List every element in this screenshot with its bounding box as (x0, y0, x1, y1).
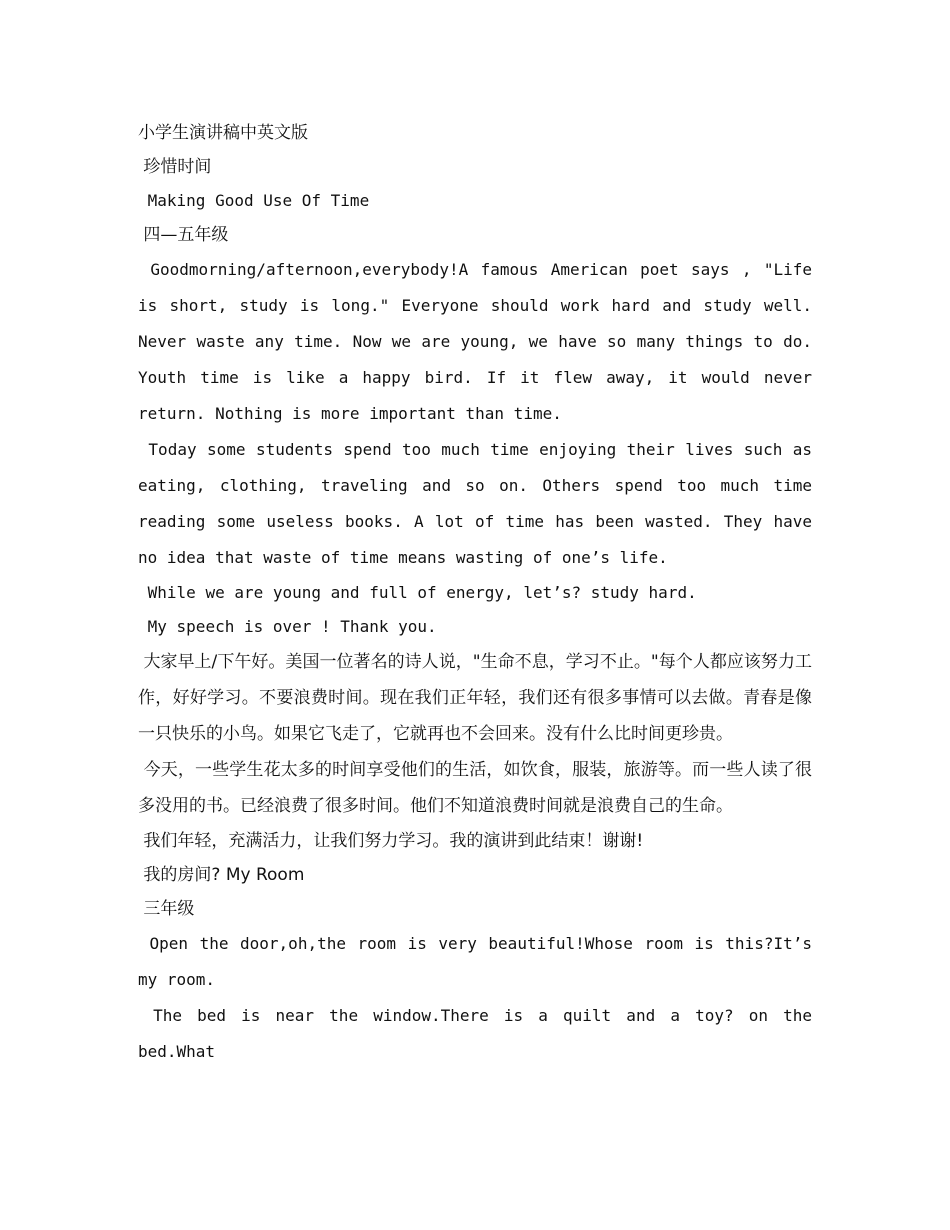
speech1-chinese-paragraph-1: 大家早上/下午好。美国一位著名的诗人说，"生命不息，学习不止。"每个人都应该努力工作，好好学习。不要浪费时间。现在我们正年轻，我们还有很多事情可以去做。青春是像一只快乐的小鸟。如果它飞走了，它就再也不会回来。没有什么比时间更珍贵。 (138, 652, 812, 744)
speech1-english-paragraph-1: Goodmorning/afternoon,everybody!A famous American poet says , "Life is short, study is long." Everyone should work hard and study well. Never waste any time. Now we are young, we have so many things to do. Youth time is like a happy bird. If it flew away, it would never return. Nothing is more important than time. (138, 260, 822, 423)
speech1-english-title: Making Good Use Of Time (138, 191, 370, 210)
document-body (138, 116, 822, 1070)
speech2-grade: 三年级 (138, 899, 195, 919)
speech2-english-paragraph-1: Open the door,oh,the room is very beautiful!Whose room is this?It’s my room. (138, 934, 822, 989)
speech2-title: 我的房间? My Room (138, 865, 305, 885)
speech2-english-paragraph-2: The bed is near the window.There is a quilt and a toy? on the bed.What (138, 1006, 822, 1061)
speech1-english-paragraph-3: While we are young and full of energy, let’s? study hard. (138, 583, 697, 602)
speech1-english-paragraph-4: My speech is over ! Thank you. (138, 617, 437, 636)
document-title: 小学生演讲稿中英文版 (138, 123, 308, 143)
speech1-chinese-title: 珍惜时间 (138, 157, 212, 177)
speech1-grade: 四—五年级 (138, 225, 229, 245)
speech1-english-paragraph-2: Today some students spend too much time enjoying their lives such as eating, clothing, traveling and so on. Others spend too much time reading some useless books. A lot of time has been wasted. They have no idea that waste of time means wasting of one’s life. (138, 440, 822, 567)
speech1-chinese-paragraph-2: 今天，一些学生花太多的时间享受他们的生活，如饮食，服装，旅游等。而一些人读了很多没用的书。已经浪费了很多时间。他们不知道浪费时间就是浪费自己的生命。 (138, 760, 813, 816)
speech1-chinese-paragraph-3: 我们年轻，充满活力，让我们努力学习。我的演讲到此结束！谢谢! (138, 831, 644, 851)
